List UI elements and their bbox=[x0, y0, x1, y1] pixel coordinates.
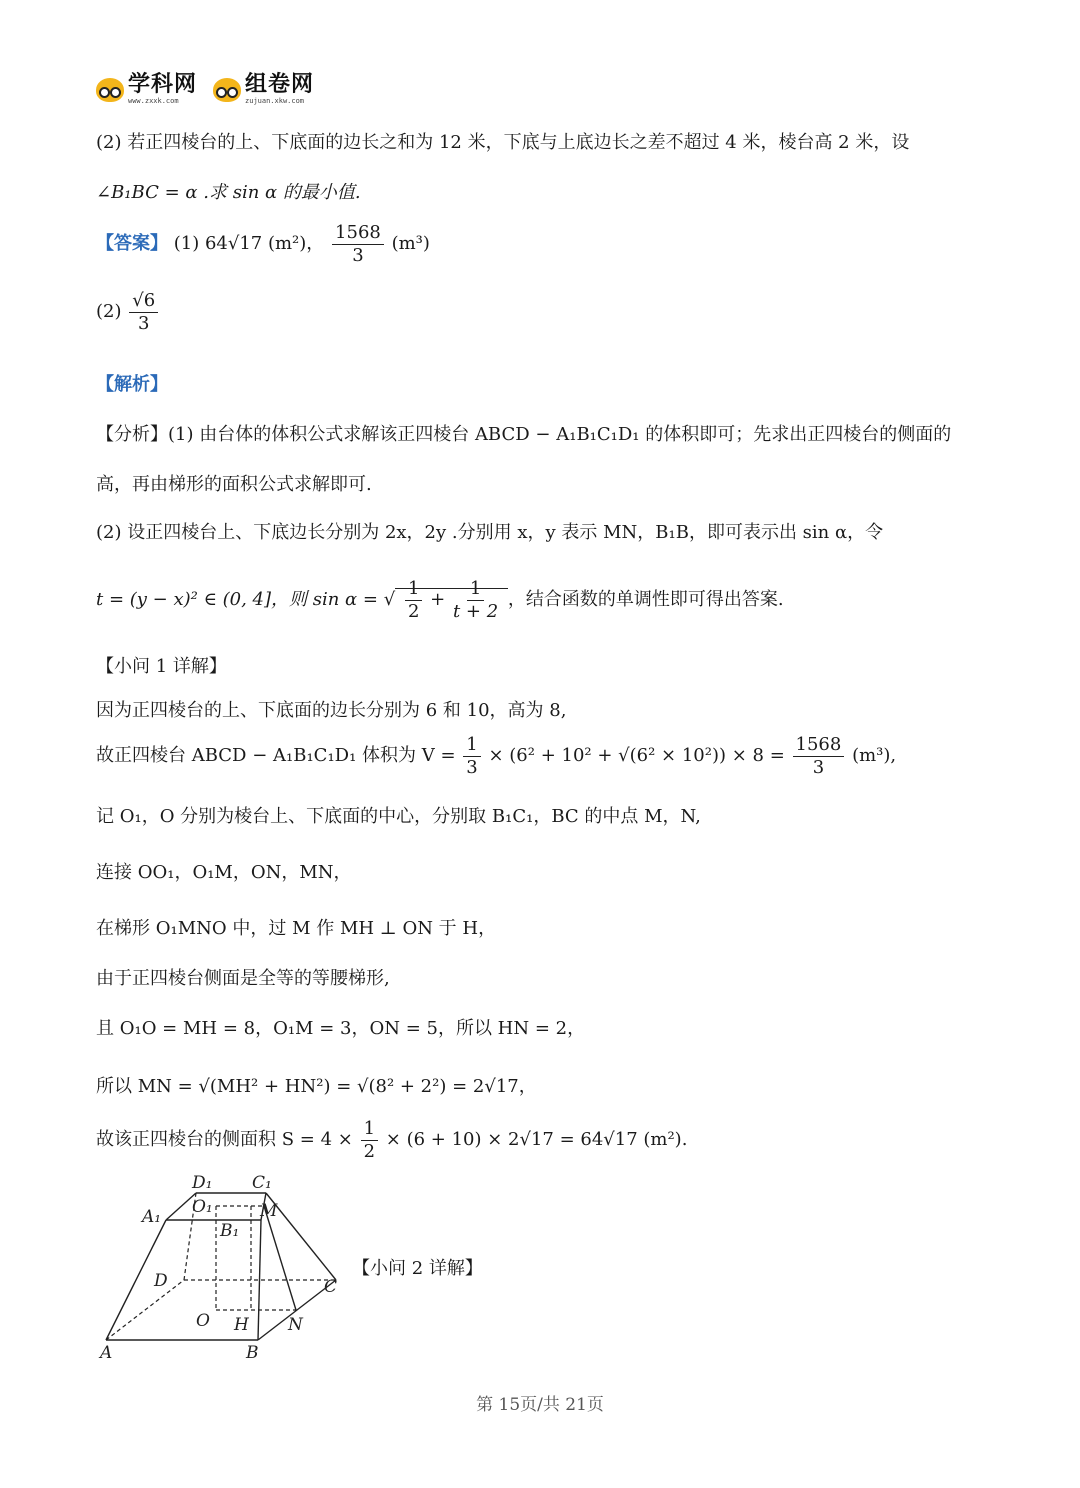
page-footer: 第 15页/共 21页 bbox=[476, 1395, 604, 1415]
fraction-numerator: √6 bbox=[129, 290, 158, 313]
detail1-line1: 因为正四棱台的上、下底面的边长分别为 6 和 10，高为 8, bbox=[96, 700, 567, 721]
detail1-line7: 且 O₁O = MH = 8，O₁M = 3，ON = 5，所以 HN = 2， bbox=[96, 1018, 586, 1039]
label-A: A bbox=[100, 1343, 113, 1363]
analysis-line3: (2) 设正四棱台上、下底边长分别为 2x，2y .分别用 x，y 表示 MN，B₁B，即可表示出 sin α，令 bbox=[96, 522, 884, 543]
analysis-line4 bbox=[96, 578, 1000, 622]
answer-part2-fraction bbox=[129, 290, 158, 334]
detail1-tag: 【小问 1 详解】 bbox=[96, 656, 227, 677]
label-A1: A₁ bbox=[142, 1207, 162, 1227]
label-C: C bbox=[324, 1277, 338, 1297]
detail1-line5: 在梯形 O₁MNO 中，过 M 作 MH ⊥ ON 于 H， bbox=[96, 918, 497, 939]
logo-url: www.zxxk.com bbox=[128, 97, 179, 105]
label-N: N bbox=[288, 1315, 303, 1335]
owl-icon bbox=[96, 78, 124, 102]
analysis-formula-left: t = (y − x)² ∈ (0, 4]，则 sin α = bbox=[96, 589, 379, 611]
fraction-denominator: 3 bbox=[812, 756, 825, 778]
question2-line2: ∠B₁BC = α .求 sin α 的最小值. bbox=[96, 182, 361, 203]
label-O: O bbox=[196, 1311, 210, 1331]
sqrt-expression: √ $\frac{1}{2}$ + $\frac{1}{t + 2}$ bbox=[384, 588, 508, 610]
label-B1: B₁ bbox=[220, 1221, 240, 1241]
fraction-denominator: 3 bbox=[137, 312, 150, 334]
logo-name: 组卷网 bbox=[245, 72, 315, 97]
volume-fraction bbox=[793, 734, 845, 778]
detail1-line3: 记 O₁，O 分别为棱台上、下底面的中心，分别取 B₁C₁，BC 的中点 M，N, bbox=[96, 806, 701, 827]
analysis-formula-right: ，结合函数的单调性即可得出答案. bbox=[507, 589, 784, 611]
detail2-tag: 【小问 2 详解】 bbox=[352, 1258, 483, 1279]
detail1-line2: 故正四棱台 ABCD − A₁B₁C₁D₁ 体积为 V = $\frac{1}{3}$ × (6² + 10² + √(6² × 10²)) × 8 = $\frac{1568}{3}$ (m³), bbox=[96, 734, 897, 778]
xuekewang-logo bbox=[96, 74, 197, 105]
area-formula-right: × (6 + 10) × 2√17 = 64√17 (m²). bbox=[385, 1129, 688, 1151]
answer-volume-unit: (m³) bbox=[391, 233, 430, 255]
fraction-denominator: 3 bbox=[352, 244, 364, 266]
label-C1: C₁ bbox=[252, 1173, 272, 1193]
fraction-numerator: 1568 bbox=[793, 734, 845, 757]
area-formula-left: 故该正四棱台的侧面积 S = 4 × bbox=[96, 1129, 353, 1151]
detail1-line4: 连接 OO₁，O₁M，ON，MN， bbox=[96, 862, 352, 883]
detail1-line8: 所以 MN = √(MH² + HN²) = √(8² + 2²) = 2√17， bbox=[96, 1076, 537, 1097]
zujuanwang-logo bbox=[213, 74, 314, 105]
detail1-line9: 故该正四棱台的侧面积 S = 4 × $\frac{1}{2}$ × (6 + 10) × 2√17 = 64√17 (m²). bbox=[96, 1118, 688, 1162]
owl-icon bbox=[213, 78, 241, 102]
label-D1: D₁ bbox=[192, 1173, 213, 1193]
detail1-line6: 由于正四棱台侧面是全等的等腰梯形, bbox=[96, 968, 390, 989]
label-H: H bbox=[234, 1315, 249, 1335]
logo-bar bbox=[96, 74, 314, 105]
frustum-figure bbox=[96, 1168, 356, 1368]
label-B: B bbox=[246, 1343, 259, 1363]
answer-part2-label: (2) bbox=[96, 301, 122, 323]
answer-volume-fraction bbox=[332, 222, 384, 266]
analysis-line2: 高，再由梯形的面积公式求解即可. bbox=[96, 474, 372, 495]
answer-part1-area: 64√17 (m²)， bbox=[204, 233, 325, 255]
fraction-numerator: 1568 bbox=[332, 222, 384, 245]
logo-url: zujuan.xkw.com bbox=[245, 97, 305, 105]
volume-formula-mid: × (6² + 10² + √(6² × 10²)) × 8 = bbox=[488, 745, 785, 767]
answer-line2 bbox=[96, 290, 1000, 334]
analysis-line1: 【分析】(1) 由台体的体积公式求解该正四棱台 ABCD − A₁B₁C₁D₁ 的体积即可；先求出正四棱台的侧面的 bbox=[96, 424, 952, 445]
label-D: D bbox=[154, 1271, 168, 1291]
analysis-tag: 【解析】 bbox=[96, 374, 168, 395]
answer-part1-label: (1) bbox=[173, 233, 200, 255]
logo-name: 学科网 bbox=[128, 72, 198, 97]
volume-formula-left: 故正四棱台 ABCD − A₁B₁C₁D₁ 体积为 V = bbox=[96, 745, 456, 767]
label-M: M bbox=[260, 1201, 278, 1221]
answer-line1 bbox=[96, 222, 1000, 266]
volume-unit: (m³), bbox=[852, 745, 897, 767]
question2-line1: (2) 若正四棱台的上、下底面的边长之和为 12 米，下底与上底边长之差不超过 4 米，棱台高 2 米，设 bbox=[96, 132, 910, 153]
answer-tag: 【答案】 bbox=[96, 233, 168, 255]
label-O1: O₁ bbox=[192, 1197, 213, 1217]
